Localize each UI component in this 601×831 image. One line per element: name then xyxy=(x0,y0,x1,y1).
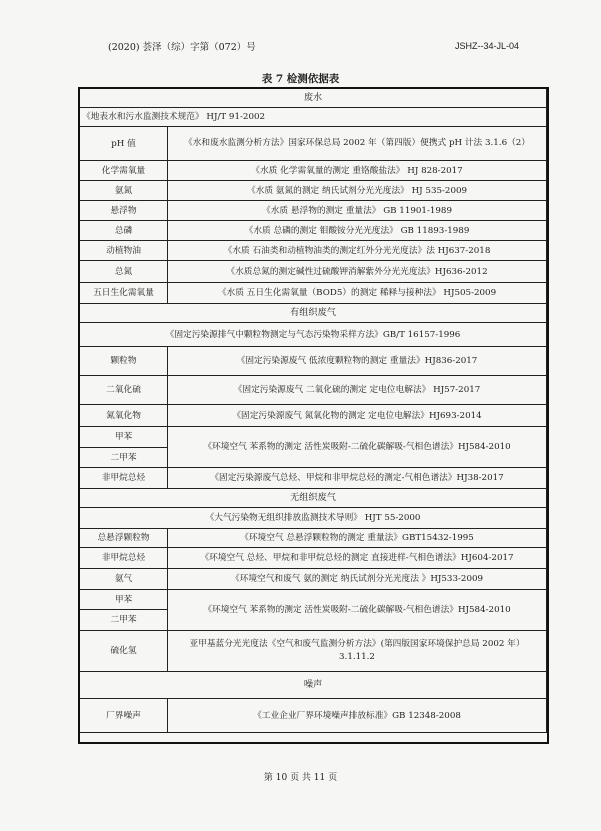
method-cell: 《环境空气和废气 氨的测定 纳氏试剂分光光度法 》HJ533-2009 xyxy=(168,569,547,590)
item-cell: 硫化氢 xyxy=(80,631,168,672)
table-row xyxy=(80,261,547,283)
table-row xyxy=(80,548,547,569)
method-cell: 《水质总氮的测定碱性过硫酸钾消解紫外分光光度法》HJ636-2012 xyxy=(168,261,547,283)
item-cell: 动植物油 xyxy=(80,241,168,261)
item-cell: 总悬浮颗粒物 xyxy=(80,529,168,548)
item-cell: 非甲烷总烃 xyxy=(80,548,168,569)
method-cell: 《环境空气 总烃、甲烷和非甲烷总烃的测定 直接进样-气相色谱法》HJ604-2017 xyxy=(168,548,547,569)
section-organized-gas: 有组织废气 xyxy=(80,304,547,323)
item-cell: 甲苯 xyxy=(80,427,168,448)
section-wastewater: 废水 xyxy=(80,89,547,108)
table-row xyxy=(80,468,547,489)
section-unorganized-gas: 无组织废气 xyxy=(80,489,547,508)
table-row xyxy=(80,127,547,161)
item-cell: 非甲烷总烃 xyxy=(80,468,168,489)
general-standard: 《固定污染源排气中颗粒物测定与气态污染物采样方法》GB/T 16157-1996 xyxy=(80,323,547,347)
section-noise: 噪声 xyxy=(80,672,547,699)
item-cell: 二甲苯 xyxy=(80,610,168,631)
table-row xyxy=(80,427,547,448)
method-cell: 《环境空气 总悬浮颗粒物的测定 重量法》GBT15432-1995 xyxy=(168,529,547,548)
table-row xyxy=(80,347,547,376)
table-row xyxy=(80,241,547,261)
item-cell: 氨气 xyxy=(80,569,168,590)
method-cell: 《水和废水监测分析方法》国家环保总局 2002 年（第四版）便携式 pH 计法 3.1.6（2） xyxy=(168,127,547,161)
method-cell: 《水质 总磷的测定 钼酸铵分光光度法》 GB 11893-1989 xyxy=(168,221,547,241)
method-cell: 《工业企业厂界环境噪声排放标准》GB 12348-2008 xyxy=(168,699,547,733)
table-row xyxy=(80,631,547,672)
page-footer: 第 10 页 共 11 页 xyxy=(263,773,338,783)
method-cell: 《固定污染源废气 氮氧化物的测定 定电位电解法》HJ693-2014 xyxy=(168,405,547,427)
basis-table xyxy=(79,88,547,733)
item-cell: 颗粒物 xyxy=(80,347,168,376)
table-row xyxy=(80,590,547,610)
item-cell: pH 值 xyxy=(80,127,168,161)
item-cell: 五日生化需氧量 xyxy=(80,283,168,304)
method-cell: 《环境空气 苯系物的测定 活性炭吸附-二硫化碳解吸-气相色谱法》HJ584-2010 xyxy=(168,590,547,631)
table-row xyxy=(80,161,547,181)
table-row xyxy=(80,181,547,201)
table-row xyxy=(80,405,547,427)
table-title: 表 7 检测依据表 xyxy=(261,73,340,85)
method-cell: 《水质 五日生化需氧量（BOD5）的测定 稀释与接种法》 HJ505-2009 xyxy=(168,283,547,304)
item-cell: 氮氧化物 xyxy=(80,405,168,427)
document-number: (2020) 荟泽（综）字第（072）号 xyxy=(108,42,256,53)
form-code: JSHZ--34-JL-04 xyxy=(455,41,520,51)
method-cell: 《环境空气 苯系物的测定 活性炭吸附-二硫化碳解吸-气相色谱法》HJ584-2010 xyxy=(168,427,547,468)
item-cell: 总氮 xyxy=(80,261,168,283)
table-row xyxy=(80,376,547,405)
item-cell: 悬浮物 xyxy=(80,201,168,221)
table-row xyxy=(80,201,547,221)
table-row xyxy=(80,699,547,733)
item-cell: 总磷 xyxy=(80,221,168,241)
table-row xyxy=(80,221,547,241)
general-standard: 《地表水和污水监测技术规范》 HJ/T 91-2002 xyxy=(80,108,547,127)
item-cell: 厂界噪声 xyxy=(80,699,168,733)
method-cell: 《水质 悬浮物的测定 重量法》 GB 11901-1989 xyxy=(168,201,547,221)
method-cell: 《固定污染源废气总烃、甲烷和非甲烷总烃的测定-气相色谱法》HJ38-2017 xyxy=(168,468,547,489)
item-cell: 氨氮 xyxy=(80,181,168,201)
table-row xyxy=(80,529,547,548)
method-cell: 亚甲基蓝分光光度法《空气和废气监测分析方法》(第四版国家环境保护总局 2002 年）3.1.11.2 xyxy=(168,631,547,672)
item-cell: 化学需氧量 xyxy=(80,161,168,181)
method-cell: 《水质 化学需氧量的测定 重铬酸盐法》 HJ 828-2017 xyxy=(168,161,547,181)
table-row xyxy=(80,283,547,304)
item-cell: 二甲苯 xyxy=(80,448,168,468)
general-standard: 《大气污染物无组织排放监测技术导则》 HJT 55-2000 xyxy=(80,508,547,529)
method-cell: 《固定污染源废气 低浓度颗粒物的测定 重量法》HJ836-2017 xyxy=(168,347,547,376)
method-cell: 《水质 氨氮的测定 纳氏试剂分光光度法》 HJ 535-2009 xyxy=(168,181,547,201)
method-cell: 《固定污染源废气 二氧化硫的测定 定电位电解法》 HJ57-2017 xyxy=(168,376,547,405)
item-cell: 二氧化硫 xyxy=(80,376,168,405)
table-row xyxy=(80,569,547,590)
item-cell: 甲苯 xyxy=(80,590,168,610)
method-cell: 《水质 石油类和动植物油类的测定红外分光光度法》法 HJ637-2018 xyxy=(168,241,547,261)
